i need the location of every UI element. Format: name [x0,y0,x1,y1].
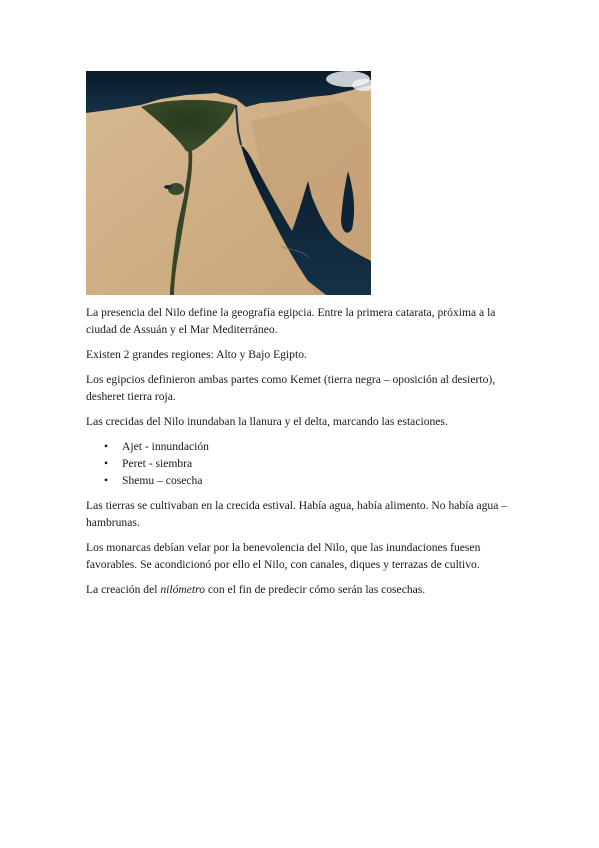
seasons-list [86,438,518,489]
paragraph-regions: Existen 2 grandes regiones: Alto y Bajo Egipto. [86,348,307,361]
season-label: Peret - siembra [122,457,193,470]
list-item [86,438,518,455]
season-label: Ajet - innundación [122,440,209,453]
bullet-icon: • [104,474,109,487]
paragraph-harvest: Las tierras se cultivaban en la crecida estival. Había agua, había alimento. No había agua – hambrunas. [86,499,508,529]
article-body [86,304,518,606]
paragraph-kemet: Los egipcios definieron ambas partes como Kemet (tierra negra – oposición al desierto), desheret tierra roja. [86,373,496,403]
nilometer-term: nilómetro [160,583,206,596]
paragraph-floods: Las crecidas del Nilo inundaban la llanura y el delta, marcando las estaciones. [86,415,448,428]
nilometer-text-after: con el fin de predecir cómo serán las cosechas. [205,583,426,596]
nile-satellite-map-image [86,71,371,295]
nilometer-text-before: La creación del [86,583,161,596]
nile-satellite-image [86,71,371,295]
bullet-icon: • [104,440,109,453]
paragraph-monarchs: Los monarcas debían velar por la benevolencia del Nilo, que las inundaciones fuesen favorables. Se acondicionó por ello el Nilo, con canales, diques y terrazas de cultivo. [86,541,481,571]
list-item [86,455,518,472]
bullet-icon: • [104,457,109,470]
paragraph-nilometer [86,581,518,598]
list-item [86,472,518,489]
season-label: Shemu – cosecha [122,474,203,487]
paragraph-nile-geography: La presencia del Nilo define la geografía egipcia. Entre la primera catarata, próxima a la ciudad de Assuán y el Mar Mediterráneo. [86,306,496,336]
